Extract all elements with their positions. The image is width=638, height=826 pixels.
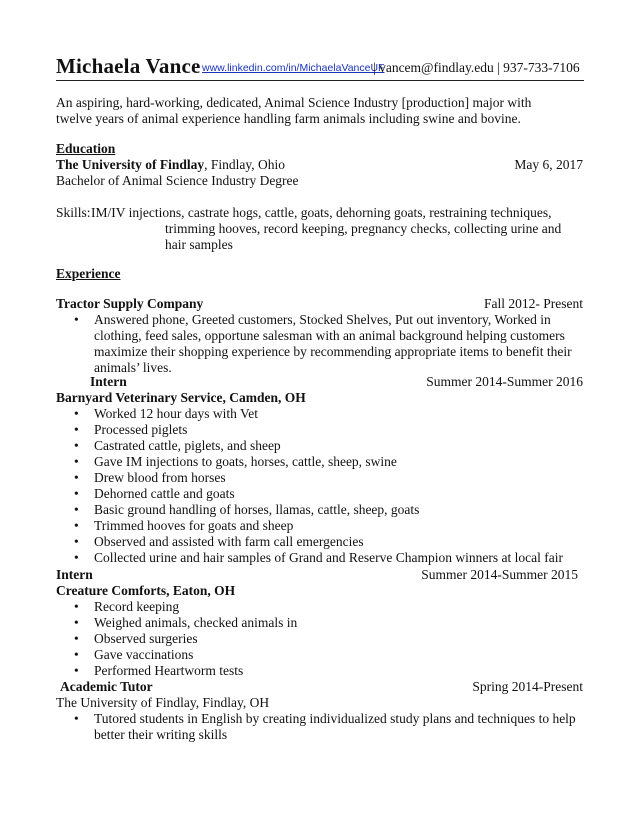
list-item: • Tutored students in English by creating individualized study plans and techniques to help better their writing skills (56, 711, 582, 743)
list-item: • Processed piglets (56, 422, 596, 438)
job-company: Creature Comforts, Eaton, OH (56, 583, 236, 598)
list-item: • Trimmed hooves for goats and sheep (56, 518, 596, 534)
skills-label: Skills: (56, 205, 91, 220)
education-school (56, 157, 285, 173)
contact-info: | vancem@findlay.edu | 937-733-7106 (373, 60, 580, 75)
job-company: The University of Findlay, Findlay, OH (56, 695, 270, 710)
job-date: Spring 2014-Present (472, 679, 583, 694)
list-item: • Gave IM injections to goats, horses, cattle, sheep, swine (56, 454, 596, 470)
job-role: Intern (90, 374, 127, 389)
job-bullets (56, 599, 586, 679)
job-date: Summer 2014-Summer 2016 (426, 374, 583, 389)
list-item: • Drew blood from horses (56, 470, 596, 486)
education-degree: Bachelor of Animal Science Industry Degree (56, 173, 299, 188)
list-item: • Worked 12 hour days with Vet (56, 406, 596, 422)
list-item: • Performed Heartworm tests (56, 663, 586, 679)
list-item: • Observed and assisted with farm call emergencies (56, 534, 596, 550)
skills-line-1: IM/IV injections, castrate hogs, cattle, goats, dehorning goats, restraining techniques, (91, 205, 552, 220)
education-heading: Education (56, 141, 116, 156)
list-item: • Basic ground handling of horses, llamas, cattle, sheep, goats (56, 502, 596, 518)
list-item: • Gave vaccinations (56, 647, 586, 663)
skills-line-2: trimming hooves, record keeping, pregnancy checks, collecting urine and (165, 221, 562, 236)
linkedin-link[interactable]: www.linkedin.com/in/MichaelaVanceUF (202, 62, 385, 74)
job-bullets (56, 406, 596, 566)
job-date: Summer 2014-Summer 2015 (421, 567, 578, 582)
list-item: • Castrated cattle, piglets, and sheep (56, 438, 596, 454)
list-item: • Collected urine and hair samples of Grand and Reserve Champion winners at local fair (56, 550, 596, 566)
header-divider (56, 80, 584, 81)
list-item: • Dehorned cattle and goats (56, 486, 596, 502)
job-company: Barnyard Veterinary Service, Camden, OH (56, 390, 306, 405)
candidate-name: Michaela Vance (56, 54, 201, 78)
list-item: • Observed surgeries (56, 631, 586, 647)
job-company: Tractor Supply Company (56, 296, 204, 311)
summary-line-2: twelve years of animal experience handling farm animals including swine and bovine. (56, 111, 521, 126)
list-item: • Record keeping (56, 599, 586, 615)
job-role: Intern (56, 567, 93, 582)
skills-line-3: hair samples (165, 237, 233, 252)
list-item: • Answered phone, Greeted customers, Stocked Shelves, Put out inventory, Worked in clothing, feed sales, opportune salesman with an animal background helping customers maximize their shopping experience by recommending appropriate items to benefit their animals’ lives. (56, 312, 586, 376)
job-bullets (56, 711, 582, 743)
school-name: The University of Findlay (56, 157, 205, 172)
summary-line-1: An aspiring, hard-working, dedicated, Animal Science Industry [production] major with (56, 95, 532, 110)
experience-heading: Experience (56, 266, 121, 281)
education-date: May 6, 2017 (514, 157, 583, 172)
job-bullets (56, 312, 586, 376)
list-item: • Weighed animals, checked animals in (56, 615, 586, 631)
job-date: Fall 2012- Present (484, 296, 583, 311)
school-location: , Findlay, Ohio (204, 157, 286, 172)
job-role: Academic Tutor (60, 679, 153, 694)
